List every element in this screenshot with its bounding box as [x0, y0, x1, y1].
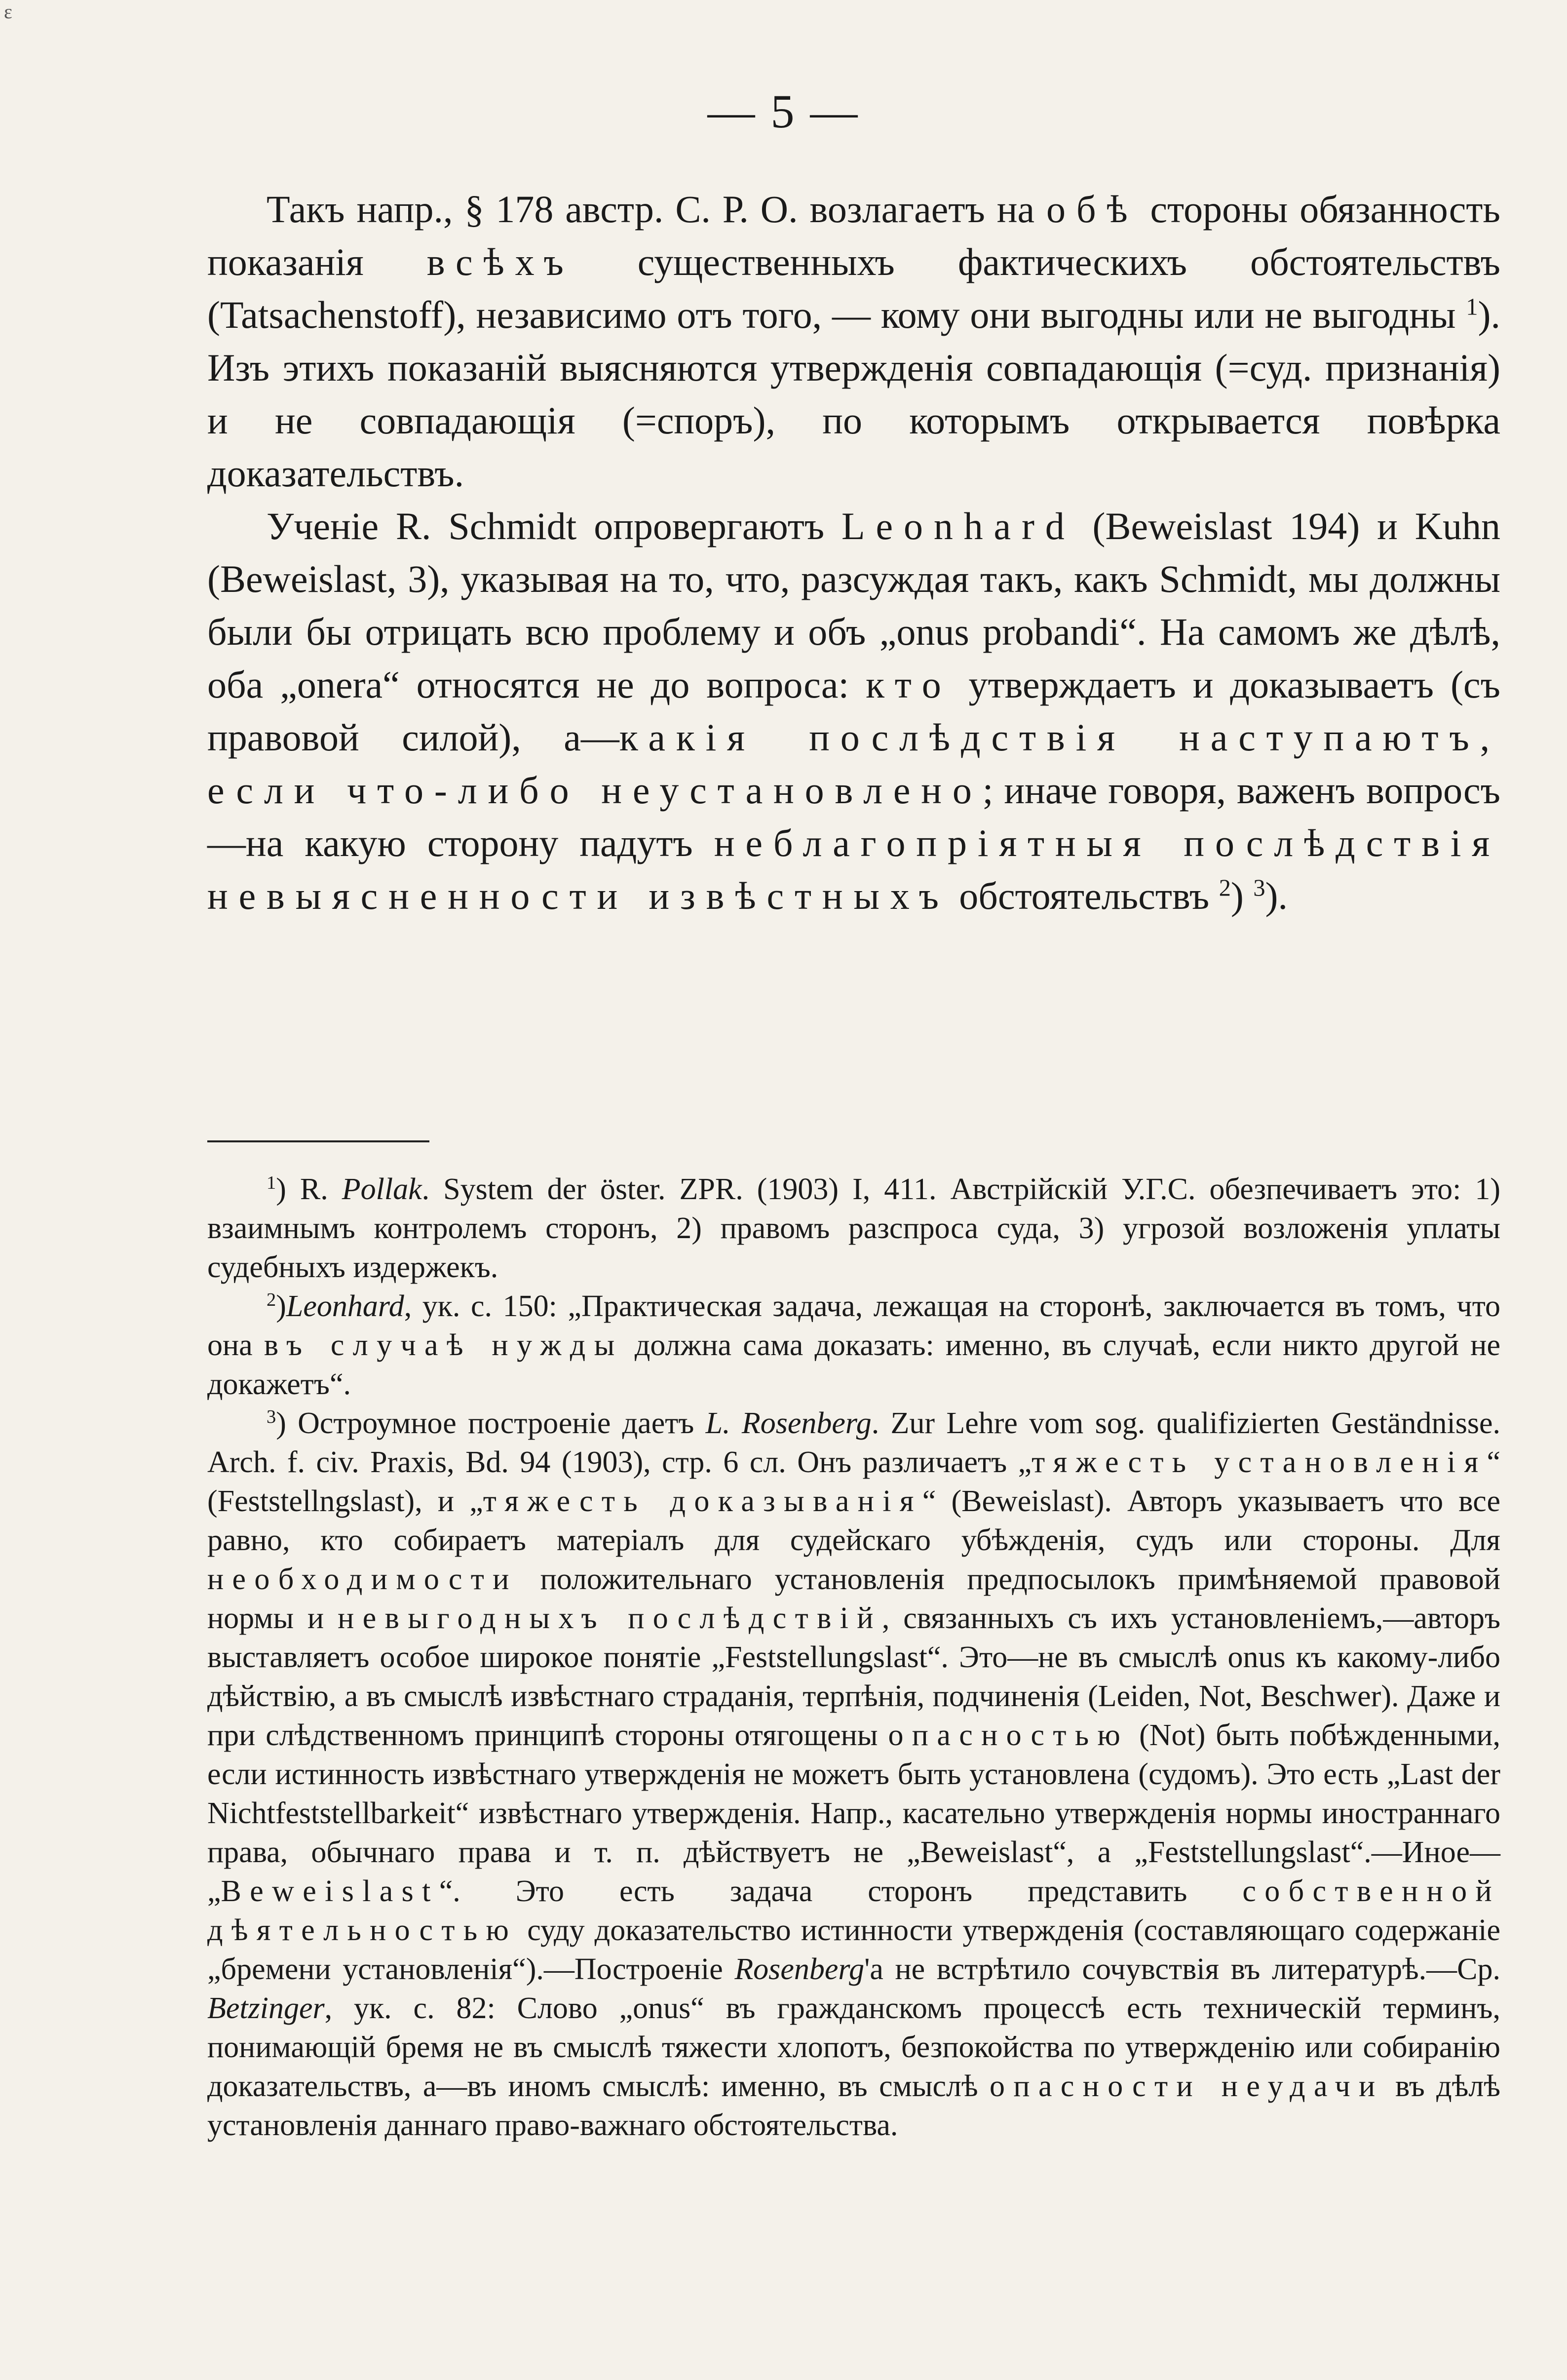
text-run: “ (Feststellngslast), и „	[207, 1445, 1501, 1518]
page-number: — 5 —	[707, 85, 860, 138]
footnote-ref: 1	[267, 1172, 276, 1193]
spaced-text: Leonhard	[841, 505, 1075, 547]
spaced-text: неблагопріятныя послѣдствія невыясненности извѣстныхъ	[207, 821, 1500, 917]
text-run: . System der öster. ZPR. (1903) I, 411. Австрійскій У.Г.С. обезпечиваетъ это: 1) взаимнымъ контролемъ сторонъ, 2) правомъ разспроса суда, 3) угрозой возложенія уплаты судебныхъ издержекъ.	[207, 1172, 1500, 1284]
spaced-text: какія послѣдствія наступаютъ, если что-либо неустановлено	[207, 716, 1500, 812]
footnote-2	[207, 1287, 1500, 1404]
spaced-text: всѣхъ	[426, 240, 574, 283]
text-run: въ дѣлѣ установленія даннаго право-важнаго обстоятельства.	[207, 2069, 1500, 2142]
text-run: )	[276, 1289, 286, 1323]
text-run: , ук. с. 150: „Практическая задача, лежащая на сторонѣ, заключается въ томъ, что она	[207, 1289, 1500, 1362]
italic-text: Betzinger	[207, 1991, 325, 2025]
text-run: 'а не встрѣтило сочувствія въ литературѣ.—Ср.	[864, 1952, 1500, 1986]
spaced-text: опасностью	[888, 1718, 1129, 1752]
text-run: )	[1230, 874, 1254, 917]
spaced-text: тяжесть установленія	[1032, 1445, 1487, 1479]
text-run: положительнаго установленія предпосылокъ примѣняемой правовой нормы и	[207, 1562, 1500, 1635]
text-run: Такъ напр., § 178 австр. С. Р. О. возлагаетъ на	[267, 188, 1047, 231]
text-run: “ (Beweislast). Авторъ указываетъ что все равно, кто собираетъ матеріалъ для судейскаго убѣжденія, судъ или стороны. Для	[207, 1484, 1500, 1557]
italic-text: Pollak	[342, 1172, 422, 1206]
spaced-text: кто	[866, 663, 952, 706]
text-run: ). Изъ этихъ показаній выясняются утвержденія совпадающія (=суд. признанія) и не совпадающія (=споръ), по которымъ открывается повѣрка доказательствъ.	[207, 293, 1500, 495]
spaced-text: собственной дѣятельностью	[207, 1874, 1500, 1947]
footnote-1	[207, 1170, 1500, 1287]
text-run: ) R.	[276, 1172, 342, 1206]
text-run: Ученіе R. Schmidt опровергаютъ	[267, 505, 842, 547]
text-run: ).	[1265, 874, 1288, 917]
main-text	[207, 183, 1500, 922]
footnote-separator	[207, 1140, 429, 1142]
paragraph	[207, 500, 1500, 922]
italic-text: L. Rosenberg	[705, 1406, 872, 1440]
italic-text: Rosenberg	[734, 1952, 865, 1986]
footnote-ref: 2	[1219, 875, 1231, 901]
italic-text: Leonhard	[286, 1289, 404, 1323]
spaced-text: опасности неудачи	[990, 2069, 1384, 2103]
text-run: (Beweislast 194) и Kuhn (Beweislast, 3), указывая на то, что, разсуждая такъ, какъ Schmidt, мы должны были бы отрицать всю проблему и объ „onus probandi“. На самомъ же дѣлѣ, оба „onera“ относятся не до вопроса:	[207, 505, 1500, 706]
text-run: существенныхъ фактическихъ обстоятельствъ (Tatsachenstoff), независимо отъ того, — кому они выгодны или не выгодны	[207, 240, 1500, 336]
paragraph	[207, 183, 1500, 500]
footnote-ref: 3	[1253, 875, 1265, 901]
text-run: . Zur Lehre vom sog. qualifizierten Geständnisse. Arch. f. civ. Praxis, Bd. 94 (1903), стр. 6 сл. Онъ различаетъ „	[207, 1406, 1500, 1479]
spaced-text: тяжесть доказыванія	[483, 1484, 922, 1518]
text-run: должна сама доказать: именно, въ случаѣ, если никто другой не докажетъ“.	[207, 1328, 1500, 1401]
spaced-text: обѣ	[1046, 188, 1139, 231]
footnote-ref: 3	[267, 1406, 276, 1427]
text-run: ; иначе говоря, важенъ вопросъ—на какую сторону падутъ	[207, 769, 1500, 864]
text-run: (Not) быть побѣжденными, если истинность извѣстнаго утвержденія не можетъ быть установлена (судомъ). Это есть „Last der Nichtfeststellbarkeit“ извѣстнаго утвержденія. Напр., касательно утвержденія нормы иностраннаго права, обычнаго права и т. п. дѣйствуетъ не „Beweislast“, а „Feststellungslast“.—Иное—„	[207, 1718, 1501, 1908]
text-run: , связанныхъ съ ихъ установленіемъ,—авторъ выставляетъ особое широкое понятіе „Feststellungslast“. Это—не въ смыслѣ onus къ какому-либо дѣйствію, а въ смыслѣ извѣстнаго страданія, терпѣнія, подчиненія (Leiden, Not, Beschwer). Даже и при слѣдственномъ принципѣ стороны отягощены	[207, 1601, 1500, 1752]
text-run: обстоятельствъ	[949, 874, 1219, 917]
text-run: утверждаетъ и доказываетъ (съ правовой силой), а—	[207, 663, 1501, 759]
footnote-ref: 1	[1466, 294, 1478, 320]
spaced-text: Beweislast	[221, 1874, 439, 1908]
footnotes	[207, 1170, 1500, 2145]
text-run: , ук. с. 82: Слово „onus“ въ гражданскомъ процессѣ есть техническій терминъ, понимающій бремя не въ смыслѣ тяжести хлопотъ, безпокойства по утвержденію или собиранію доказательствъ, а—въ иномъ смыслѣ: именно, въ смыслѣ	[207, 1991, 1500, 2103]
text-run: “. Это есть задача сторонъ представить	[439, 1874, 1243, 1908]
footnote-ref: 2	[267, 1289, 276, 1310]
spaced-text: невыгодныхъ послѣдствій	[338, 1601, 882, 1635]
spaced-text: необходимости	[207, 1562, 518, 1596]
text-run: ) Остроумное построеніе даетъ	[276, 1406, 706, 1440]
spaced-text: въ случаѣ нужды	[264, 1328, 623, 1362]
text-run: стороны обязанность показанія	[207, 188, 1500, 283]
text-run: суду доказательство истинности утвержденія (составляющаго содержаніе „бремени установленія“).—Построеніе	[207, 1913, 1500, 1986]
corner-mark: ε	[4, 0, 12, 23]
footnote-3	[207, 1404, 1500, 2145]
